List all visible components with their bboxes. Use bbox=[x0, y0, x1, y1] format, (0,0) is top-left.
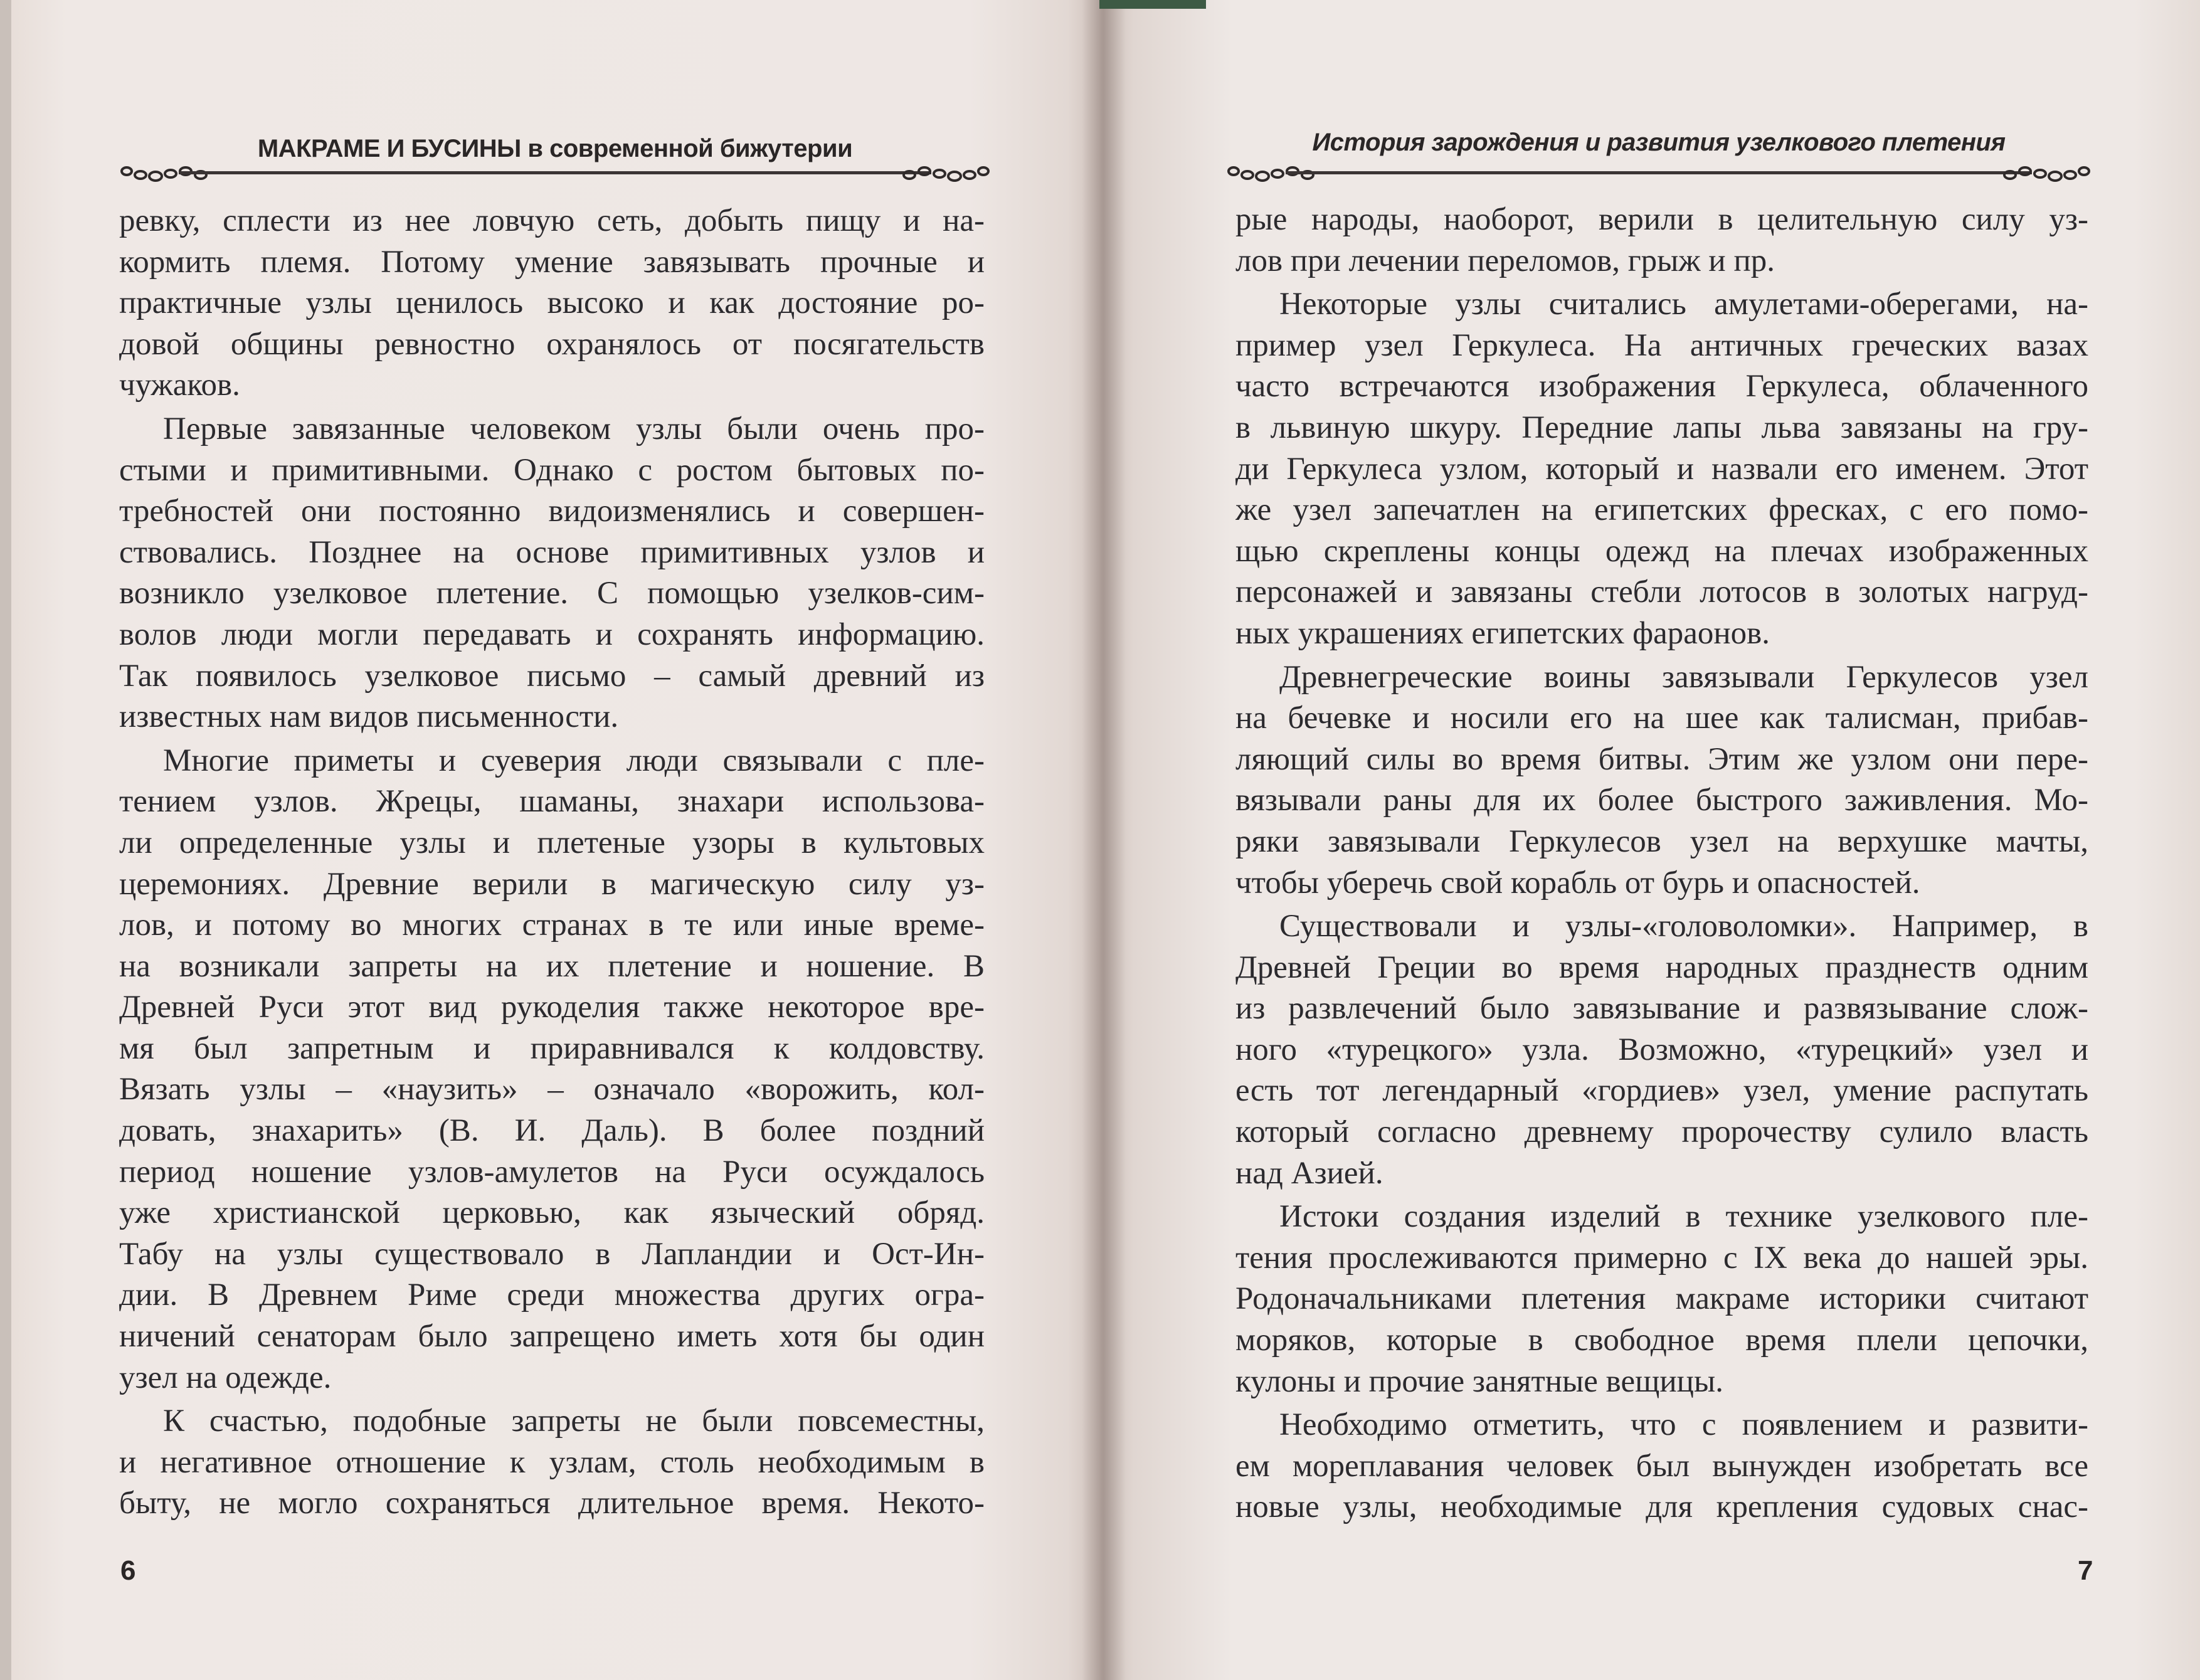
text-line: щью скреплены концы одежд на плечах изображенных bbox=[1235, 533, 2088, 569]
text-line: лов, и потому во многих странах в те или иные време- bbox=[119, 907, 985, 943]
text-line: практичные узлы ценилось высоко и как достояние ро- bbox=[119, 285, 985, 321]
text-line: Вязать узлы – «наузить» – означало «ворожить, кол- bbox=[119, 1072, 985, 1107]
text-line: лов при лечении переломов, грыж и пр. bbox=[1235, 243, 1775, 278]
header-rule bbox=[179, 171, 931, 174]
text-line: быту, не могло сохраняться длительное время. Некото- bbox=[119, 1486, 985, 1521]
text-line: ряки завязывали Геркулесов узел на верхушке мачты, bbox=[1235, 823, 2088, 859]
text-line: Табу на узлы существовало в Лапландии и Ост-Ин- bbox=[119, 1236, 985, 1272]
text-line: Истоки создания изделий в технике узелкового пле- bbox=[1279, 1199, 2088, 1235]
text-line: мя был запретным и приравнивался к колдовству. bbox=[119, 1030, 985, 1066]
text-line: часто встречаются изображения Геркулеса, облаченного bbox=[1235, 369, 2088, 404]
text-line: чужаков. bbox=[119, 367, 240, 403]
text-line: Некоторые узлы считались амулетами-оберегами, на- bbox=[1279, 287, 2088, 322]
ornament-right-icon bbox=[1997, 157, 2092, 189]
text-line: Первые завязанные человеком узлы были очень про- bbox=[163, 411, 985, 446]
text-line: есть тот легендарный «гордиев» узел, умение распутать bbox=[1235, 1073, 2088, 1109]
text-line: в львиную шкуру. Передние лапы льва завязаны на гру- bbox=[1235, 409, 2088, 445]
text-line: стыми и примитивными. Однако с ростом бытовых по- bbox=[119, 452, 985, 488]
text-line: персонажей и завязаны стебли лотосов в золотых нагруд- bbox=[1235, 574, 2088, 610]
text-line: известных нам видов письменности. bbox=[119, 699, 619, 735]
cover-edge bbox=[1099, 0, 1206, 9]
text-line: кормить племя. Потому умение завязывать прочные и bbox=[119, 244, 985, 280]
text-line: ли определенные узлы и плетеные узоры в культовых bbox=[119, 825, 985, 860]
text-line: тением узлов. Жрецы, шаманы, знахари использова- bbox=[119, 784, 985, 820]
text-line: ревку, сплести из нее ловчую сеть, добыть пищу и на- bbox=[119, 203, 985, 238]
ornament-right-icon bbox=[897, 157, 991, 189]
text-line: ди Геркулеса узлом, который и назвали его именем. Этот bbox=[1235, 451, 2088, 487]
text-line: уже христианской церковью, как языческий обряд. bbox=[119, 1195, 985, 1231]
text-line: ного «турецкого» узла. Возможно, «турецкий» узел и bbox=[1235, 1032, 2088, 1067]
text-line: Многие приметы и суеверия люди связывали с пле- bbox=[163, 742, 985, 778]
text-line: над Азией. bbox=[1235, 1155, 1383, 1191]
text-line: на бечевке и носили его на шее как талисман, прибав- bbox=[1235, 700, 2088, 736]
text-line: требностей они постоянно видоизменялись и совершен- bbox=[119, 494, 985, 529]
text-line: возникло узелковое плетение. С помощью узелков-сим- bbox=[119, 576, 985, 611]
text-line: довать, знахарить» (В. И. Даль). В более поздний bbox=[119, 1113, 985, 1149]
text-line: дии. В Древнем Риме среди множества других огра- bbox=[119, 1277, 985, 1313]
header-rule bbox=[1286, 171, 2032, 174]
text-line: из развлечений было завязывание и развязывание слож- bbox=[1235, 991, 2088, 1027]
text-line: который согласно древнему пророчеству сулило власть bbox=[1235, 1114, 2088, 1150]
text-line: Древней Греции во время народных празднеств одним bbox=[1235, 949, 2088, 985]
running-title: МАКРАМЕ И БУСИНЫ в современной бижутерии bbox=[257, 135, 853, 162]
page-number: 7 bbox=[2078, 1555, 2093, 1586]
text-line: ствовались. Позднее на основе примитивных узлов и bbox=[119, 534, 985, 570]
text-line: кулоны и прочие занятные вещицы. bbox=[1235, 1363, 1723, 1399]
text-line: Древней Руси этот вид рукоделия также некоторое вре- bbox=[119, 990, 985, 1025]
right-page bbox=[1101, 0, 2200, 1680]
text-line: вязывали раны для их более быстрого заживления. Мо- bbox=[1235, 783, 2088, 818]
text-line: ничений сенаторам было запрещено иметь хотя бы один bbox=[119, 1319, 985, 1355]
text-line: волов люди могли передавать и сохранять информацию. bbox=[119, 616, 985, 652]
text-line: церемониях. Древние верили в магическую силу уз- bbox=[119, 866, 985, 902]
text-line: моряков, которые в свободное время плели цепочки, bbox=[1235, 1323, 2088, 1358]
text-line: чтобы уберечь свой корабль от бурь и опасностей. bbox=[1235, 865, 1920, 901]
text-line: ных украшениях египетских фараонов. bbox=[1235, 615, 1770, 651]
text-line: довой общины ревностно охранялось от посягательств bbox=[119, 326, 985, 362]
page-edge bbox=[0, 0, 11, 1680]
gutter-shadow bbox=[1082, 0, 1126, 1680]
text-line: Древнегреческие воины завязывали Геркулесов узел bbox=[1279, 659, 2088, 695]
text-line: новые узлы, необходимые для крепления судовых снас- bbox=[1235, 1489, 2088, 1525]
page-number: 6 bbox=[120, 1555, 136, 1586]
text-line: рые народы, наоборот, верили в целительную силу уз- bbox=[1235, 202, 2088, 237]
text-line: Существовали и узлы-«головоломки». Например, в bbox=[1279, 909, 2088, 944]
right-body-text bbox=[1235, 199, 2088, 1528]
text-line: узел на одежде. bbox=[119, 1360, 332, 1395]
left-body-text bbox=[119, 201, 985, 1524]
text-line: ляющий силы во время битвы. Этим же узлом они пере- bbox=[1235, 741, 2088, 777]
text-line: пример узел Геркулеса. На античных греческих вазах bbox=[1235, 327, 2088, 363]
text-line: же узел запечатлен на египетских фресках, с его помо- bbox=[1235, 492, 2088, 528]
text-line: ем мореплавания человек был вынужден изобретать все bbox=[1235, 1448, 2088, 1484]
text-line: К счастью, подобные запреты не были повсеместны, bbox=[163, 1403, 985, 1439]
text-line: Необходимо отметить, что с появлением и развити- bbox=[1279, 1407, 2088, 1443]
text-line: на возникали запреты на их плетение и ношение. В bbox=[119, 948, 985, 984]
text-line: тения прослеживаются примерно с IX века до нашей эры. bbox=[1235, 1240, 2088, 1276]
text-line: Родоначальниками плетения макраме историки считают bbox=[1235, 1281, 2088, 1317]
text-line: период ношение узлов-амулетов на Руси осуждалось bbox=[119, 1154, 985, 1190]
text-line: и негативное отношение к узлам, столь необходимым в bbox=[119, 1444, 985, 1480]
text-line: Так появилось узелковое письмо – самый древний из bbox=[119, 658, 985, 694]
running-title: История зарождения и развития узелкового плетения bbox=[1312, 129, 2006, 156]
